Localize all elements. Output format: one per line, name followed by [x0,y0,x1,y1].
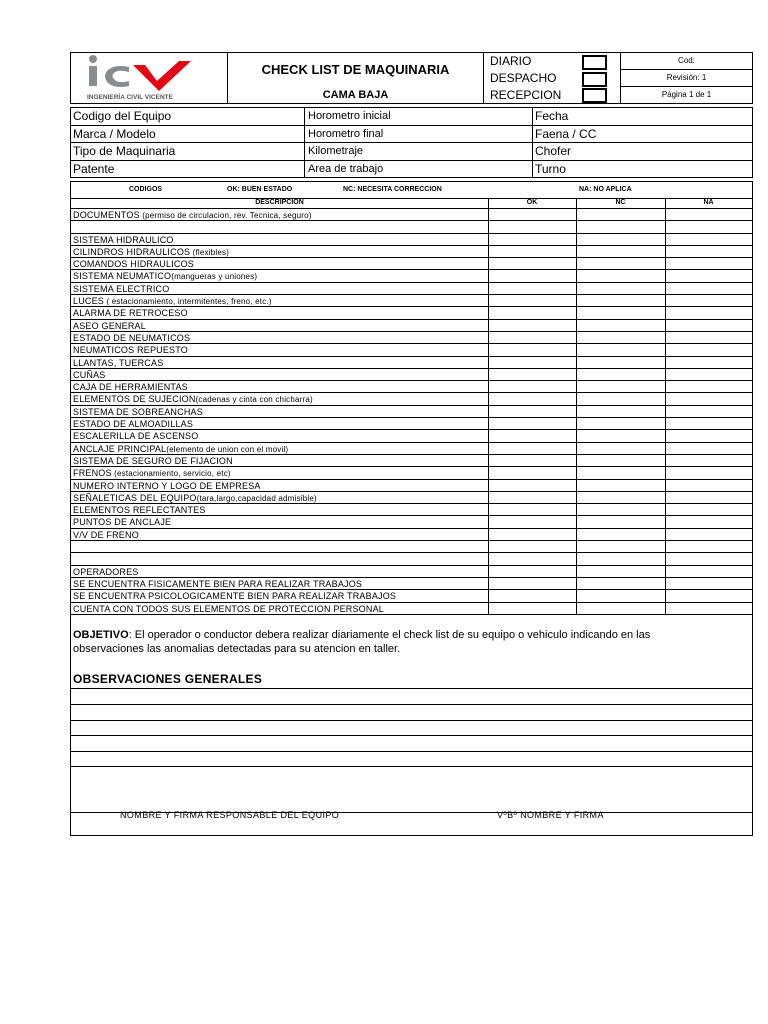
checklist-row [71,504,752,516]
checklist-cell-nc[interactable] [576,529,665,540]
checklist-item-label: CUENTA CON TODOS SUS ELEMENTOS DE PROTECCION PERSONAL [73,603,384,614]
checklist-item-description [73,566,139,579]
checklist-row [71,418,752,430]
checklist-cell-ok[interactable] [488,443,576,454]
mode-checkbox-recepcion[interactable] [582,88,607,103]
form-header [70,52,753,104]
checklist-cell-ok[interactable] [488,381,576,392]
checklist-row [71,430,752,442]
mode-checkbox-diario[interactable] [582,55,607,70]
checklist-cell-ok[interactable] [488,393,576,404]
checklist-cell-nc[interactable] [576,221,665,232]
checklist-row [71,357,752,369]
checklist-cell-nc[interactable] [576,566,665,577]
checklist-item-label: SISTEMA HIDRAULICO [73,234,174,245]
checklist-cell-ok[interactable] [488,467,576,478]
checklist-item-description [73,492,317,505]
checklist-cell-na[interactable] [665,603,752,614]
checklist-row [71,467,752,479]
area-trabajo-label: Area de trabajo [308,162,384,175]
checklist-cell-na[interactable] [665,516,752,527]
objective-and-observations [70,615,753,836]
checklist-item-label: SISTEMA DE SEGURO DE FIJACION [73,455,233,466]
checklist-item-label: ELEMENTOS REFLECTANTES [73,505,206,516]
checklist-row [71,492,752,504]
observation-line[interactable] [71,751,752,752]
checklist-row [71,541,752,553]
equipment-info-grid [70,107,753,178]
logo-caption: INGENIERÍA CIVIL VICENTE [87,94,173,101]
checklist-item-description [73,270,257,283]
checklist-cell-na[interactable] [665,332,752,343]
signature-responsable-label: NOMBRE Y FIRMA RESPONSABLE DEL EQUIPO [120,809,340,820]
turno-label: Turno [535,161,566,176]
horometro-inicial-label: Horometro inicial [308,110,391,122]
objective-text [73,628,713,656]
checklist-cell-ok[interactable] [488,270,576,281]
checklist-cell-ok[interactable] [488,369,576,380]
faena-cc-label: Faena / CC [535,126,597,141]
checklist-item-label: SISTEMA ELECTRICO [73,283,170,294]
checklist-item-description [73,443,288,456]
checklist-item-note: (cadenas y cinta con chicharra) [195,395,313,405]
checklist-cell-na[interactable] [665,430,752,441]
checklist-cell-ok[interactable] [488,553,576,564]
checklist-cell-ok[interactable] [488,357,576,368]
codes-label: CODIGOS [129,186,163,193]
checklist-cell-ok[interactable] [488,430,576,441]
checklist-cell-na[interactable] [665,369,752,380]
checklist-row [71,553,752,565]
checklist-cell-nc[interactable] [576,258,665,269]
checklist-cell-ok[interactable] [488,603,576,614]
checklist-item-label: ESTADO DE ALMOADILLAS [73,419,194,430]
checklist-row [71,332,752,344]
info-row [71,143,752,161]
checklist-cell-nc[interactable] [576,455,665,466]
checklist-row [71,529,752,541]
checklist-item-description [73,209,312,222]
checklist-cell-nc[interactable] [576,209,665,220]
col-header-descripcion: DESCRIPCION [255,199,304,206]
checklist-row [71,344,752,356]
checklist-item-description [73,406,203,419]
checklist-cell-na[interactable] [665,320,752,331]
checklist-cell-nc[interactable] [576,234,665,245]
observation-line[interactable] [71,704,752,705]
checklist-item-description [73,504,206,517]
checklist-cell-nc[interactable] [576,270,665,281]
info-row [71,126,752,144]
checklist-cell-na[interactable] [665,393,752,404]
code-nc-legend: NC: NECESITA CORRECCION [343,186,442,193]
checklist-cell-nc[interactable] [576,480,665,491]
column-divider [304,108,305,177]
checklist-row [71,320,752,332]
checklist-item-label: ALARMA DE RETROCESO [73,308,188,319]
checklist-item-label: SISTEMA DE SOBREANCHAS [73,406,203,417]
checklist-item-description [73,258,194,271]
objective-label: OBJETIVO [73,628,129,641]
checklist-item-label: CUÑAS [73,369,106,380]
checklist-cell-na[interactable] [665,270,752,281]
checklist-row [71,393,752,405]
mode-selector [484,53,621,103]
checklist-cell-na[interactable] [665,357,752,368]
checklist-row [71,369,752,381]
tipo-maquinaria-label: Tipo de Maquinaria [73,144,176,158]
checklist-item-description [73,430,198,443]
checklist-cell-na[interactable] [665,406,752,417]
checklist-cell-na[interactable] [665,283,752,294]
checklist-item-description [73,246,229,259]
checklist-item-label: NUMERO INTERNO Y LOGO DE EMPRESA [73,480,261,491]
checklist-cell-nc[interactable] [576,553,665,564]
checklist-item-description [73,307,188,320]
checklist-cell-ok[interactable] [488,406,576,417]
kilometraje-label: Kilometraje [308,145,364,157]
checklist-cell-na[interactable] [665,492,752,503]
checklist-cell-na[interactable] [665,553,752,564]
checklist-item-note: ( estacionamiento, intermitentes, freno, etc.) [104,297,272,307]
checklist-row [71,381,752,393]
checklist-cell-ok[interactable] [488,234,576,245]
checklist-item-description [73,381,188,394]
mode-label-recepcion: RECEPCION [490,88,562,102]
checklist-item-note: (tara,largo,capacidad admisible) [196,493,317,503]
info-row [71,108,752,126]
checklist-item-description [73,418,193,431]
checklist-cell-nc[interactable] [576,603,665,614]
checklist-row [71,307,752,319]
checklist-row [71,480,752,492]
checklist-cell-nc[interactable] [576,443,665,454]
checklist-cell-na[interactable] [665,541,752,552]
checklist-cell-ok[interactable] [488,320,576,331]
checklist-cell-nc[interactable] [576,381,665,392]
checklist-cell-nc[interactable] [576,357,665,368]
checklist-cell-ok[interactable] [488,529,576,540]
observation-line[interactable] [71,766,752,767]
checklist-item-description [73,529,139,542]
checklist-item-label: PUNTOS DE ANCLAJE [73,517,172,528]
checklist-item-note: (elemento de union con el movil) [166,444,289,454]
code-ok-legend: OK: BUEN ESTADO [227,186,293,193]
checklist-cell-na[interactable] [665,381,752,392]
checklist-item-description [73,369,106,382]
checklist-cell-ok[interactable] [488,283,576,294]
checklist-cell-nc[interactable] [576,369,665,380]
fecha-label: Fecha [535,109,569,123]
objective-body: : El operador o conductor debera realizar diariamente el check list de su equipo o vehiculo indicando en las observaciones las anomalias detectadas para su atencion en taller. [73,628,651,655]
checklist-item-label: ESTADO DE NEUMATICOS [73,332,191,343]
checklist-item-description [73,590,396,603]
checklist-item-label: OPERADORES [73,566,139,577]
checklist-cell-ok[interactable] [488,590,576,601]
observations-title: OBSERVACIONES GENERALES [73,671,263,686]
checklist-cell-ok[interactable] [488,418,576,429]
checklist-item-label: COMANDOS HIDRAULICOS [73,259,195,270]
checklist-cell-nc[interactable] [576,344,665,355]
checklist-cell-na[interactable] [665,418,752,429]
checklist-item-label: SEÑALETICAS DEL EQUIPO [73,492,197,503]
mode-label-despacho: DESPACHO [490,71,557,85]
checklist-item-label: CAJA DE HERRAMIENTAS [73,382,188,393]
checklist-item-description [73,344,188,357]
checklist-item-label: NEUMATICOS REPUESTO [73,345,188,356]
checklist-cell-ok[interactable] [488,246,576,257]
checklist-cell-na[interactable] [665,258,752,269]
checklist-item-label: ELEMENTOS DE SUJECION [73,394,196,405]
checklist-row [71,295,752,307]
checklist-cell-ok[interactable] [488,541,576,552]
form-title: CHECK LIST DE MAQUINARIA [261,62,450,77]
checklist-cell-ok[interactable] [488,307,576,318]
checklist-cell-na[interactable] [665,467,752,478]
checklist-row [71,566,752,578]
marca-modelo-label: Marca / Modelo [73,126,156,141]
checklist-cell-ok[interactable] [488,295,576,306]
checklist-cell-ok[interactable] [488,332,576,343]
signature-vobo-label: VºBº NOMBRE Y FIRMA [497,809,604,820]
horometro-final-label: Horometro final [308,127,384,140]
mode-checkbox-despacho[interactable] [582,72,607,87]
form-subtitle: CAMA BAJA [322,89,389,101]
checklist-cell-ok[interactable] [488,578,576,589]
checklist-row [71,209,752,221]
checklist-item-label: SISTEMA NEUMATICO [73,271,172,282]
checklist-cell-ok[interactable] [488,209,576,220]
checklist-cell-na[interactable] [665,307,752,318]
company-logo [71,53,228,103]
checklist-item-description [73,455,233,468]
page-label: Página 1 de 1 [661,90,712,99]
column-divider [488,199,489,615]
checklist-cell-ok[interactable] [488,566,576,577]
checklist-item-label: ANCLAJE PRINCIPAL [73,443,167,454]
checklist-row [71,221,752,233]
checklist-cell-na[interactable] [665,566,752,577]
checklist-cell-na[interactable] [665,480,752,491]
checklist-cell-na[interactable] [665,443,752,454]
checklist-item-description [73,393,313,406]
checklist-item-label: FRENOS [73,468,112,479]
checklist-row [71,234,752,246]
checklist-row [71,590,752,602]
column-divider [532,108,533,177]
checklist-cell-nc[interactable] [576,406,665,417]
checklist-cell-ok[interactable] [488,480,576,491]
checklist-table [70,199,753,615]
chofer-label: Chofer [535,144,572,158]
checklist-cell-nc[interactable] [576,283,665,294]
checklist-row [71,270,752,282]
checklist-cell-na[interactable] [665,455,752,466]
checklist-cell-na[interactable] [665,209,752,220]
checklist-cell-ok[interactable] [488,344,576,355]
checklist-cell-nc[interactable] [576,320,665,331]
checklist-cell-ok[interactable] [488,455,576,466]
checklist-cell-nc[interactable] [576,541,665,552]
checklist-header-row [71,199,752,209]
codigo-equipo-label: Codigo del Equipo [73,109,172,123]
observation-line[interactable] [71,735,752,736]
checklist-item-description [73,295,272,308]
checklist-cell-na[interactable] [665,504,752,515]
col-header-nc: NC [615,199,626,206]
checklist-row [71,406,752,418]
checklist-cell-nc[interactable] [576,246,665,257]
patente-label: Patente [73,161,115,176]
checklist-cell-na[interactable] [665,578,752,589]
checklist-cell-na[interactable] [665,590,752,601]
checklist-item-note: (estacionamiento, servicio, etc) [111,469,231,479]
checklist-item-description [73,603,384,616]
mode-label-diario: DIARIO [490,54,532,68]
checklist-item-description [73,578,362,591]
checklist-cell-na[interactable] [665,529,752,540]
checklist-item-label: CILINDROS HIDRAULICOS [73,246,191,257]
checklist-cell-na[interactable] [665,221,752,232]
document-meta [621,53,752,103]
checklist-cell-nc[interactable] [576,393,665,404]
checklist-cell-nc[interactable] [576,516,665,527]
checklist-item-description [73,320,146,333]
checklist-row [71,455,752,467]
checklist-item-label: ASEO GENERAL [73,320,146,331]
checklist-row [71,258,752,270]
checklist-cell-nc[interactable] [576,467,665,478]
icv-logo-graphic [71,53,228,103]
checklist-item-label: SE ENCUENTRA PSICOLOGICAMENTE BIEN PARA REALIZAR TRABAJOS [73,591,397,602]
checklist-item-description [73,234,174,247]
checklist-item-note: (mangueras y uniones) [171,272,258,282]
checklist-cell-nc[interactable] [576,492,665,503]
checklist-cell-na[interactable] [665,234,752,245]
checklist-row [71,603,752,615]
checklist-cell-nc[interactable] [576,295,665,306]
column-divider [665,199,666,615]
checklist-item-description [73,467,231,480]
observation-line[interactable] [71,720,752,721]
checklist-body [71,209,752,615]
cod-label: Cod: [621,53,752,70]
col-header-na: NA [703,199,714,206]
checklist-item-label: LLANTAS, TUERCAS [73,357,164,368]
checklist-cell-nc[interactable] [576,418,665,429]
checklist-item-description [73,357,163,370]
checklist-item-description [73,516,171,529]
checklist-item-label: V/V DE FRENO [73,529,139,540]
checklist-cell-nc[interactable] [576,332,665,343]
column-divider [576,199,577,615]
checklist-item-note: (flexibles) [190,247,230,257]
checklist-cell-nc[interactable] [576,504,665,515]
checklist-row [71,578,752,590]
checklist-row [71,516,752,528]
checklist-item-label: SE ENCUENTRA FISICAMENTE BIEN PARA REALIZAR TRABAJOS [73,578,363,589]
checklist-row [71,246,752,258]
checklist-row [71,283,752,295]
checklist-cell-nc[interactable] [576,307,665,318]
checklist-item-label: ESCALERILLA DE ASCENSO [73,431,199,442]
checklist-cell-nc[interactable] [576,578,665,589]
checklist-cell-ok[interactable] [488,221,576,232]
checklist-row [71,443,752,455]
info-row [71,161,752,179]
checklist-cell-na[interactable] [665,344,752,355]
code-na-legend: NA: NO APLICA [579,186,632,193]
codes-legend [70,181,753,199]
checklist-item-label: LUCES [73,296,105,307]
checklist-cell-ok[interactable] [488,504,576,515]
checklist-item-label: DOCUMENTOS [73,210,140,220]
checklist-cell-ok[interactable] [488,258,576,269]
checklist-item-description [73,283,169,296]
checklist-sheet [70,52,753,836]
checklist-cell-ok[interactable] [488,516,576,527]
col-header-ok: OK [526,199,538,206]
checklist-cell-nc[interactable] [576,430,665,441]
checklist-cell-na[interactable] [665,246,752,257]
checklist-item-description [73,332,190,345]
observation-line[interactable] [71,688,752,689]
checklist-cell-nc[interactable] [576,590,665,601]
title-block [228,53,484,103]
revision-label: Revisión: 1 [621,70,752,87]
checklist-cell-na[interactable] [665,295,752,306]
checklist-cell-ok[interactable] [488,492,576,503]
checklist-item-description [73,480,261,493]
checklist-item-note: (permiso de circulacion, rev. Tecnica, seguro) [139,211,312,220]
